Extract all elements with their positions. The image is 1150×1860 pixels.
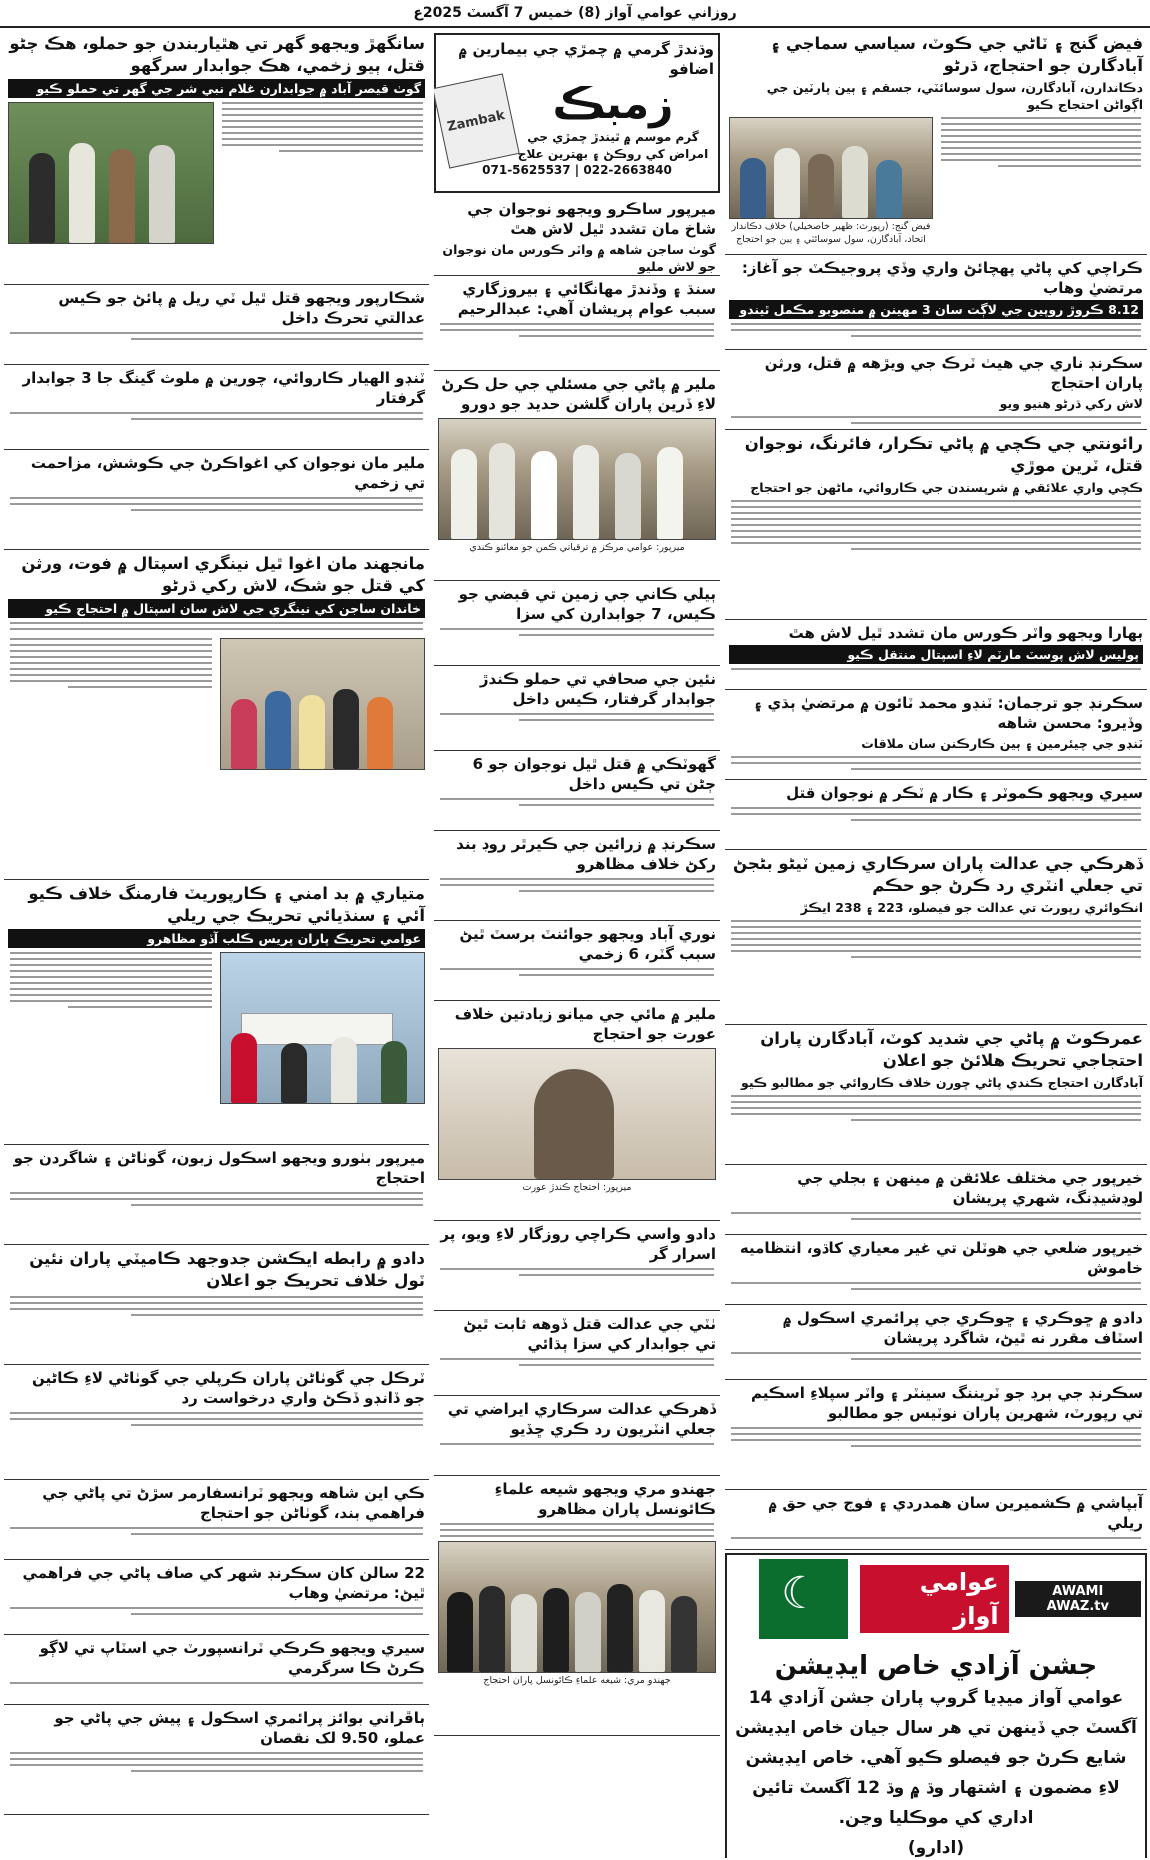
headline: متياري ۾ بد امني ۽ ڪارپوريٽ فارمنگ خلاف ڪيو آئي ۽ سنڌيائي تحريڪ جي ريلي [28, 884, 425, 925]
article-a9[interactable] [725, 1025, 1147, 1165]
headline: ڏهرڪي جي عدالت پاران سرڪاري زمين ٽيڻو بڻجڻ تي جعلي انٽري رد ڪرڻ جو حڪم [732, 854, 1143, 895]
ad-title: جشن آزادي خاص ايڊيشن [774, 1651, 1098, 1681]
subheadline: ڪچي واري علائقي ۾ شرپسندن جي ڪاروائي، ماڻهن جو احتجاج [750, 480, 1143, 495]
headline: نوري آباد ويجهو جوائنٽ برسٽ ٿيڻ سبب گٽر، 6 زخمي [459, 925, 716, 963]
article-b6[interactable] [434, 751, 720, 831]
awami-awaz-tv-logo: AWAMI AWAZ.tv [1015, 1581, 1141, 1617]
headline: سڪرنڊ جو ترجمان: ٽنڊو محمد ٽائون ۾ مرتضيٰ ٻڌي ۽ وڏيرو: محسن شاهه [753, 694, 1143, 732]
article-a4[interactable] [725, 430, 1147, 620]
subheadline: گوٺ قيصر آباد ۾ جوابدارن غلام نبي شر جي گهر تي حملو ڪيو [8, 79, 425, 98]
article-a2[interactable] [725, 255, 1147, 350]
jashan-azadi-ad[interactable] [725, 1553, 1147, 1858]
headline: سيري ويجهو ڪرڪي ٽرانسپورٽ جي اسٽاپ تي لاڳو ڪرڻ ڪا سرگرمي [39, 1639, 425, 1677]
headline: دادو واسي ڪراچي روزگار لاءِ ويو، پر اسرار گر [440, 1225, 716, 1263]
article-a11[interactable] [725, 1235, 1147, 1305]
article-c12[interactable] [4, 1635, 429, 1705]
headline: ملير ۾ مائي جي ميانو زيادتين خلاف عورت جو احتجاج [454, 1005, 716, 1043]
ad-phone-1: 071-5625537 [482, 163, 571, 177]
article-b4[interactable] [434, 581, 720, 666]
headline: آبپاشي ۾ ڪشميرين سان همدردي ۽ فوج جي حق ۾ ريلي [768, 1494, 1143, 1532]
headline: ٻهارا ويجهو واٽر ڪورس مان تشدد ٿيل لاش هٿ [788, 624, 1143, 642]
article-b2[interactable] [434, 276, 720, 371]
photo-caption: فيض گنج: (رپورٽ: ظهير خاصخيلي) خلاف دڪاندار اتحاد، آبادگارن، سول سوسائٽي ۽ ٻين جو احتجاج [731, 221, 931, 245]
headline: خيرپور جي مختلف علائقن ۾ مينهن ۽ بجلي جي لوڊشيڊنگ، شهري پريشان [797, 1169, 1143, 1207]
article-b9[interactable] [434, 1001, 720, 1221]
article-a1[interactable] [725, 30, 1147, 255]
subheadline: 8.12 ڪروڙ روپين جي لاڳت سان 3 مهينن ۾ منصوبو مڪمل ٿيندو [729, 300, 1143, 319]
protest-photo [438, 1541, 716, 1673]
headline: سانگهڙ ويجهو گهر تي هٿياربندن جو حملو، هڪ ڄڻو قتل، ٻيو زخمي، هڪ جوابدار سرگهو [9, 34, 425, 75]
article-a12[interactable] [725, 1305, 1147, 1380]
article-c5[interactable] [4, 550, 429, 880]
subheadline: لاش رکي ڌرڻو هنيو ويو [999, 396, 1143, 411]
headline: 22 سالن کان سڪرنڊ شهر کي صاف پاڻي جي فراهمي ٿيڻ: مرتضيٰ وهاب [22, 1564, 425, 1602]
subheadline: ٽنڊو جي چيئرمين ۽ ٻين ڪارڪنن سان ملاقات [861, 736, 1143, 751]
protest-photo [729, 117, 933, 219]
headline: ٽنڊو الهيار ڪاروائي، چورين ۾ ملوث گينگ جا 3 جوابدار گرفتار [22, 369, 425, 407]
headline: ملير مان نوجوان کي اغواڪرڻ جي ڪوشش، مزاحمت تي زخمي [30, 454, 425, 492]
article-c10[interactable] [4, 1480, 429, 1560]
headline: خيرپور ضلعي جي هوٽلن تي غير معياري کاڌو، انتظاميه خاموش [739, 1239, 1143, 1277]
headline: سيري ويجهو ڪموٽر ۽ ڪار ۾ ٽڪر ۾ نوجوان قتل [786, 784, 1143, 802]
woman-photo [438, 1048, 716, 1180]
zambak-tube-icon: Zambak [434, 73, 520, 168]
headline: ٻاڦراني بوائز پرائمري اسڪول ۽ پيش جي پاڻي جو عملو، 9.50 لک نقصان [54, 1709, 425, 1747]
headline: سڪرنڊ ۾ زرائين جي ڪيرٿر روڊ بند رکڻ خلاف مظاهرو [456, 835, 716, 873]
photo-caption: ميرپور: احتجاج ڪندڙ عورت [522, 1182, 632, 1193]
subheadline: انڪوائري رپورٽ تي عدالت جو فيصلو، 223 ۽ 238 ايڪڙ [800, 900, 1143, 915]
rally-photo [220, 952, 426, 1104]
article-c7[interactable] [4, 1145, 429, 1245]
subheadline: آبادگارن احتجاج ڪندي پاڻي چورن خلاف ڪاروائي جو مطالبو ڪيو [740, 1075, 1143, 1090]
headline: عمرڪوٽ ۾ پاڻي جي شديد کوٽ، آبادگارن پاران احتجاجي تحريڪ هلائڻ جو اعلان [760, 1029, 1143, 1070]
attack-scene-photo [8, 102, 214, 244]
officials-photo [438, 418, 716, 540]
article-a5[interactable] [725, 620, 1147, 690]
article-a6[interactable] [725, 690, 1147, 780]
article-c3[interactable] [4, 365, 429, 450]
ad-body [727, 1643, 1145, 1858]
headline: ٺٽي جي عدالت قتل ڏوهه ثابت ٿيڻ تي جوابدار کي سزا ٻڌائي [463, 1315, 716, 1353]
subheadline: عوامي تحريڪ پاران پريس ڪلب آڏو مظاهرو [8, 929, 425, 948]
headline: ميرپور ساڪرو ويجهو نوجوان جي شاخ مان تشدد ٿيل لاش هٿ [467, 200, 716, 238]
headline: سڪرنڊ ناري جي هيٺ ٽرڪ جي ويڙهه ۾ قتل، ورثن پاران احتجاج [764, 354, 1143, 392]
article-b3[interactable] [434, 371, 720, 581]
article-c6[interactable] [4, 880, 429, 1145]
headline: دادو ۾ رابطه ايڪشن جدوجهد ڪاميٽي پاران نئين ٽول خلاف تحريڪ جو اعلان [29, 1249, 425, 1290]
headline: نئين جي صحافي تي حملو ڪندڙ جوابدار گرفتار، ڪيس داخل [479, 670, 716, 708]
hospital-protest-photo [220, 638, 426, 770]
subheadline: گوٺ ساجن شاهه ۾ واٽر ڪورس مان نوجوان جو لاش مليو [442, 242, 716, 274]
ad-logo-row [727, 1555, 1145, 1643]
headline: گهوٽڪي ۾ قتل ٿيل نوجوان جو 6 ڄڻن تي ڪيس داخل [472, 755, 716, 793]
column-middle [434, 30, 720, 1858]
article-b8[interactable] [434, 921, 720, 1001]
article-b13[interactable] [434, 1476, 720, 1736]
article-a10[interactable] [725, 1165, 1147, 1235]
headline: مانجهند مان اغوا ٿيل نينگري اسپتال ۾ فوت، ورثن کي قتل جو شڪ، لاش رکي ڌرڻو [21, 554, 425, 595]
headline: ميرپور بٺورو ويجهو اسڪول زبون، گوٺاڻن ۽ شاگردن جو احتجاج [13, 1149, 425, 1187]
article-c8[interactable] [4, 1245, 429, 1365]
article-b10[interactable] [434, 1221, 720, 1311]
headline: ٽرڪل جي گوٺاڻن پاران ڪرپلي جي گوٺاڻي لاءِ ڪاڻين جو ڏانڊو ڏڪڻ واري درخواست رد [32, 1369, 425, 1407]
headline: رائونتي جي ڪچي ۾ پاڻي تڪرار، فائرنگ، نوجوان قتل، ٽرين موڙي [744, 434, 1143, 475]
headline: جهندو مري ويجهو شيعه علماءِ ڪائونسل پاران مظاهرو [494, 1480, 716, 1518]
headline: شڪارپور ويجهو قتل ٿيل ٽي ريل ۾ پائڻ جو ڪيس عدالتي تحرڪ داخل [58, 289, 425, 327]
article-a14[interactable] [725, 1490, 1147, 1550]
headline: دادو ۾ ڇوڪري ۽ ڇوڪري جي پرائمري اسڪول ۾ اسٽاف مقرر نه ٿيڻ، شاگرد پريشان [782, 1309, 1143, 1347]
ad-phone-2: 022-2663840 [583, 163, 672, 177]
photo-caption: جهندو مري: شيعه علماءِ ڪائونسل پاران احتجاج [483, 1675, 671, 1686]
ad-brand: زمبڪ [552, 79, 674, 128]
column-left [4, 30, 429, 1858]
article-c2[interactable] [4, 285, 429, 365]
ad-text: گرم موسم ۾ ٿيندڙ چمڙي جي امراض کي روڪڻ ۽ بهترين علاج [517, 130, 709, 161]
zambak-ad[interactable]: وڌندڙ گرمي ۾ چمڙي جي بيمارين ۾ اضافو زمبڪ گرم موسم ۾ ٿيندڙ چمڙي جي امراض کي روڪڻ ۽ بهترين علاج Zambak 071-5625537 | 022-2663840 [434, 33, 720, 193]
subheadline: دڪاندارن، آبادگارن، سول سوسائٽي، جسقم ۽ ٻين پارٽين جي اڳواڻن احتجاج ڪيو [766, 80, 1143, 112]
article-c4[interactable] [4, 450, 429, 550]
article-a13[interactable] [725, 1380, 1147, 1490]
photo-caption: ميرپور: عوامي مرڪز ۾ ترقياتي ڪمن جو معائنو ڪندي [469, 542, 685, 553]
article-a3[interactable] [725, 350, 1147, 430]
ad-text: عوامي آواز ميڊيا گروپ پاران جشن آزادي 14 آگسٽ جي ڏينهن تي هر سال جيان خاص ايڊيشن شايع ڪرڻ جو فيصلو ڪيو آهي. خاص ايڊيشن لاءِ مضمون ۽ اشتهار وڌ ۾ وڌ 12 آگسٽ تائين اداري کي موڪليا وڃن. [735, 1688, 1137, 1828]
headline: ڏهرڪي عدالت سرڪاري ايراضي تي جعلي انٽريون رد ڪري ڇڏيو [447, 1400, 716, 1438]
article-c11[interactable] [4, 1560, 429, 1635]
article-b7[interactable] [434, 831, 720, 921]
subheadline: پوليس لاش پوسٽ مارٽم لاءِ اسپتال منتقل ڪيو [729, 645, 1143, 664]
article-c13[interactable] [4, 1705, 429, 1815]
headline: ڪراچي کي پاڻي پهچائڻ واري وڏي پروجيڪٽ جو آغاز: مرتضيٰ وهاب [741, 259, 1143, 297]
headline: سنڌ ۽ وڏندڙ مهانگائي ۽ بيروزگاري سبب عوام پريشان آهي: عبدالرحيم [457, 280, 716, 318]
headline: ٻيلي ڪاني جي زمين تي قبضي جو ڪيس، 7 جوابدارن کي سزا [458, 585, 716, 623]
pakistan-flag-icon [731, 1559, 848, 1639]
article-c9[interactable] [4, 1365, 429, 1480]
article-a8[interactable] [725, 850, 1147, 1025]
article-c1[interactable] [4, 30, 429, 285]
article-b11[interactable] [434, 1311, 720, 1396]
headline: ڪي اين شاهه ويجهو ٽرانسفارمر سڙڻ تي پاڻي جي فراهمي بند، گوٺاڻن جو احتجاج [42, 1484, 425, 1522]
ad-signature: (ادارو) [907, 1838, 965, 1858]
subheadline: خاندان ساجن کي نينگري جي لاش سان اسپتال ۾ احتجاج ڪيو [8, 599, 425, 618]
headline: فيض گنج ۽ ٽاڻي جي ڪوٽ، سياسي سماجي ۽ آبادگارن جو احتجاج، ڌرڻو [770, 34, 1143, 75]
headline: ملير ۾ پاڻي جي مسئلي جي حل ڪرڻ لاءِ ڏرين پاران گلشن حديد جو دورو [441, 375, 716, 413]
ad-headline: وڌندڙ گرمي ۾ چمڙي جي بيمارين ۾ اضافو [458, 40, 714, 78]
article-a7[interactable] [725, 780, 1147, 850]
headline: سڪرنڊ جي برڊ جو ٽريننگ سينٽر ۽ واٽر سپلاءِ اسڪيم تي رپورٽ، شهرين پاران نوٽيس جو مطالبو [751, 1384, 1143, 1422]
article-b1[interactable] [434, 196, 720, 276]
awami-awaz-logo: عوامي آواز [860, 1565, 1008, 1633]
column-right [725, 30, 1147, 1858]
article-b5[interactable] [434, 666, 720, 751]
masthead-dateline: روزاني عوامي آواز (8) خميس 7 آگسٽ 2025ع [0, 0, 1150, 28]
article-b12[interactable] [434, 1396, 720, 1476]
